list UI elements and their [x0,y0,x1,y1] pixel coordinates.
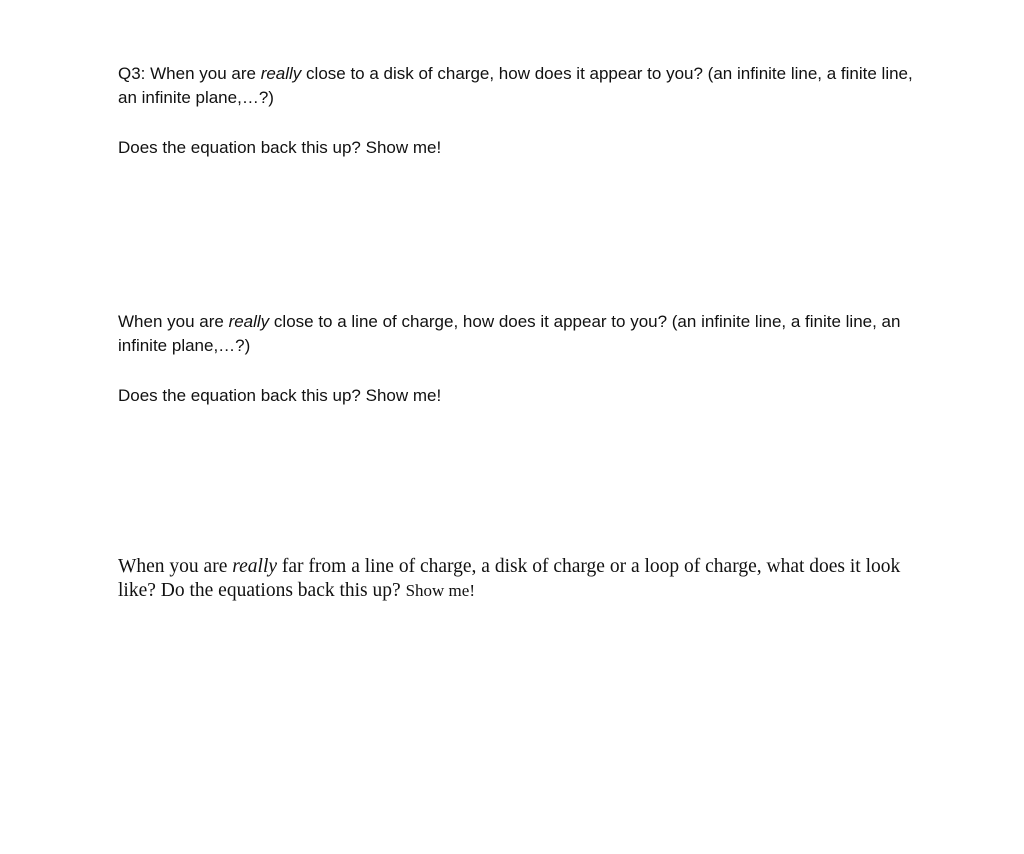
question-prefix: When you are [118,556,233,577]
question-prefix: Q3: When you are [118,64,261,83]
followup-disk-close [118,136,918,160]
question-suffix: close to a line of charge, how does it appear to you? (an infinite line, a finite line, an infinite plane,…?) [118,312,901,355]
question-line-close [118,310,918,358]
question-text [118,62,918,110]
question-suffix: close to a disk of charge, how does it appear to you? (an infinite line, a finite line, an infinite plane,…?) [118,64,913,107]
question-prefix: When you are [118,312,229,331]
question-text [118,555,908,603]
followup-text: Does the equation back this up? Show me! [118,386,442,405]
emphasis-text: really [260,64,302,83]
question-disk-close [118,62,918,110]
question-text [118,310,918,358]
emphasis-text: really [232,556,278,577]
emphasis-text: really [228,312,270,331]
question-suffix: far from a line of charge, a disk of charge or a loop of charge, what does it look like? Do the equations back this up? [118,556,901,601]
followup-text: Does the equation back this up? Show me! [118,138,442,157]
followup-line-close [118,384,918,408]
question-tail: Show me! [405,581,475,600]
question-far-field [118,555,908,603]
